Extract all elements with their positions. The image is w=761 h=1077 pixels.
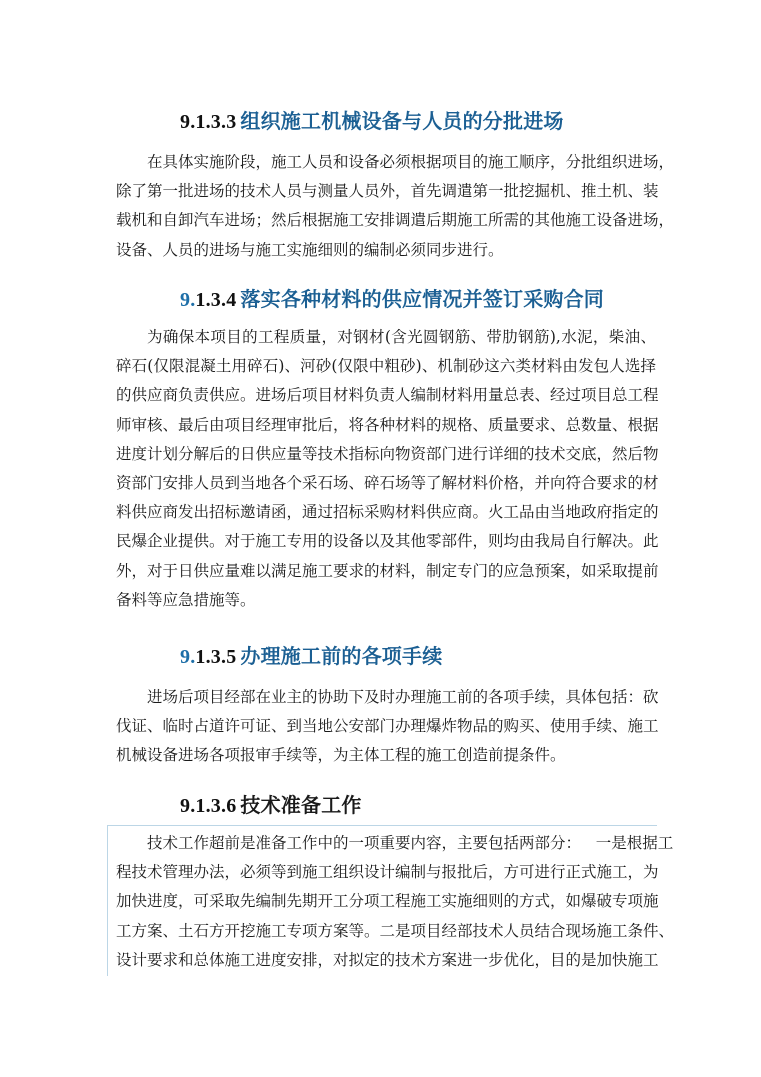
paragraph-9-1-3-5 [116, 683, 659, 771]
paragraph-9-1-3-3 [116, 148, 675, 265]
text-line: 除了第一批进场的技术人员与测量人员外，首先调遣第一批挖掘机、推土机、装 [116, 182, 659, 201]
text-line: 的供应商负责供应。进场后项目材料负责人编制材料用量总表、经过项目总工程 [116, 386, 659, 405]
text-line: 技术工作超前是准备工作中的一项重要内容，主要包括两部分： 一是根据工 [147, 834, 674, 852]
text-line: 工方案、土石方开挖施工专项方案等。二是项目经部技术人员结合现场施工条件、 [116, 921, 675, 940]
text-line: 资部门安排人员到当地各个采石场、碎石场等了解材料价格，并向符合要求的材 [116, 474, 659, 493]
section-title: 落实各种材料的供应情况并签订采购合同 [240, 289, 605, 311]
text-line: 加快进度，可采取先编制先期开工分项工程施工实施细则的方式，如爆破专项施 [116, 892, 659, 911]
text-line: 进度计划分解后的日供应量等技术指标向物资部门进行详细的技术交底，然后物 [116, 444, 659, 463]
text-line: 进场后项目经部在业主的协助下及时办理施工前的各项手续，具体包括：砍 [147, 688, 659, 706]
text-line: 设计要求和总体施工进度安排，对拟定的技术方案进一步优化，目的是加快施工 [116, 950, 659, 969]
text-line: 碎石(仅限混凝土用碎石)、河砂(仅限中粗砂)、机制砂这六类材料由发包人选择 [116, 357, 656, 376]
section-heading-9-1-3-6 [180, 789, 362, 818]
section-heading-9-1-3-3 [180, 105, 564, 134]
text-line: 机械设备进场各项报审手续等，为主体工程的施工创造前提条件。 [116, 746, 566, 765]
section-title: 办理施工前的各项手续 [240, 646, 443, 668]
text-line: 民爆企业提供。对于施工专用的设备以及其他零部件，则均由我局自行解决。此 [116, 532, 659, 551]
text-line: 在具体实施阶段，施工人员和设备必须根据项目的施工顺序，分批组织进场， [147, 153, 675, 171]
section-number: 9.1.3.3 [180, 111, 237, 133]
section-heading-9-1-3-5 [180, 640, 442, 669]
section-number: 9.1.3.6 [180, 795, 237, 817]
section-number: 9.1.3.4 [180, 289, 237, 311]
section-number: 9.1.3.5 [180, 646, 237, 668]
text-line: 料供应商发出招标邀请函，通过招标采购材料供应商。火工品由当地政府指定的 [116, 503, 659, 522]
text-line: 为确保本项目的工程质量，对钢材(含光圆钢筋、带肋钢筋),水泥，柴油、 [147, 328, 656, 346]
text-line: 伐证、临时占道许可证、到当地公安部门办理爆炸物品的购买、使用手续、施工 [116, 717, 659, 736]
section-title: 技术准备工作 [240, 795, 362, 817]
section-heading-9-1-3-4 [180, 283, 604, 312]
paragraph-9-1-3-4 [116, 323, 659, 615]
paragraph-9-1-3-6 [116, 829, 675, 975]
text-line: 程技术管理办法，必须等到施工组织设计编制与报批后，方可进行正式施工，为 [116, 863, 659, 882]
section-title: 组织施工机械设备与人员的分批进场 [240, 111, 564, 133]
text-line: 外，对于日供应量难以满足施工要求的材料，制定专门的应急预案，如采取提前 [116, 561, 659, 580]
text-line: 设备、人员的进场与施工实施细则的编制必须同步进行。 [116, 240, 504, 259]
text-line: 载机和自卸汽车进场；然后根据施工安排调遣后期施工所需的其他施工设备进场， [116, 211, 675, 230]
text-line: 师审核、最后由项目经理审批后，将各种材料的规格、质量要求、总数量、根据 [116, 415, 659, 434]
text-line: 备料等应急措施等。 [116, 590, 256, 609]
